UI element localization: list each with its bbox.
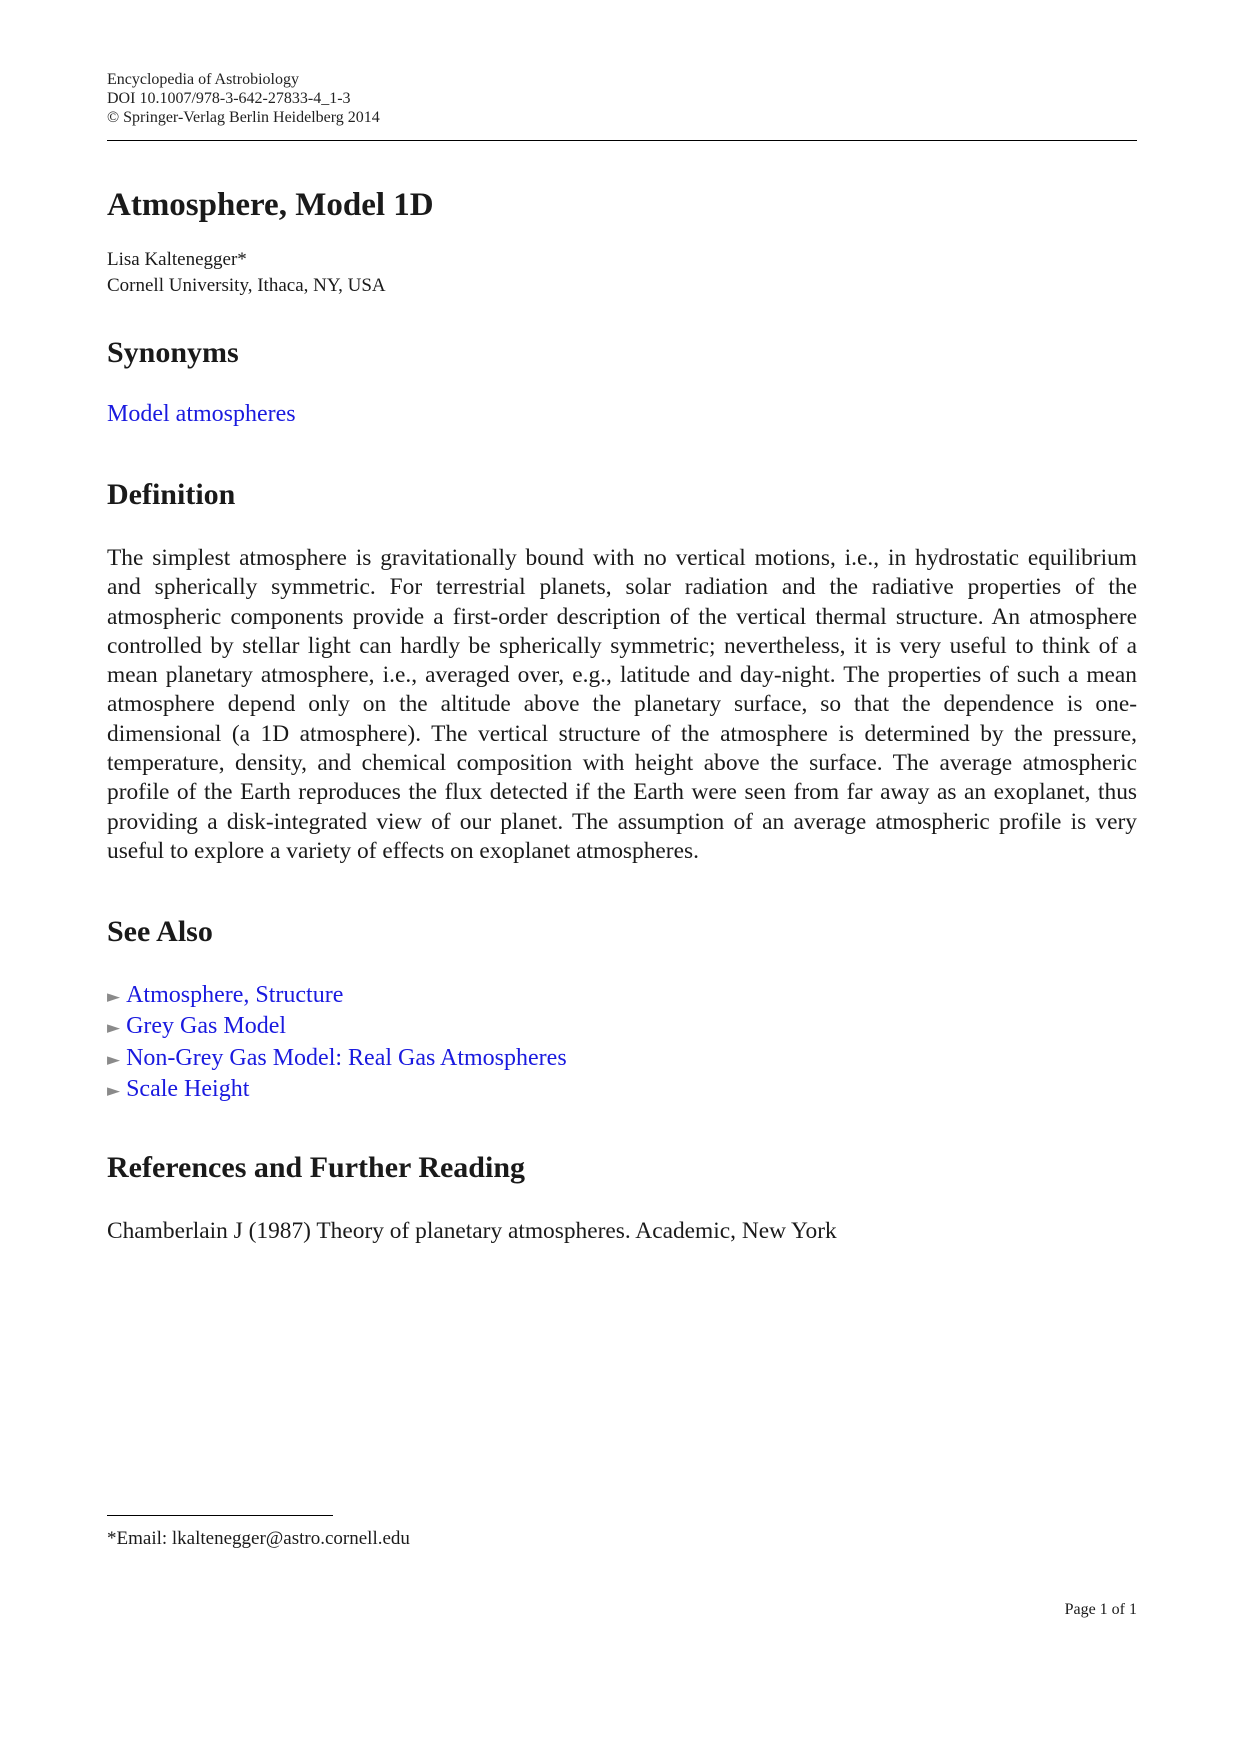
article-title: Atmosphere, Model 1D — [107, 187, 434, 223]
page-header — [107, 70, 1137, 127]
author-block — [107, 247, 386, 299]
synonyms-heading: Synonyms — [107, 336, 239, 369]
doi: DOI 10.1007/978-3-642-27833-4_1-3 — [107, 90, 351, 107]
definition-text: The simplest atmosphere is gravitationally bound with no vertical motions, i.e., in hydrostatic equilibrium and spherically symmetric. For terrestrial planets, solar radiation and the radiative properties of the atmospheric components provide a first-order description of the vertical thermal structure. An atmosphere controlled by stellar light can hardly be spherically symmetric; nevertheless, it is very useful to think of a mean planetary atmosphere, i.e., averaged over, e.g., latitude and day-night. The properties of such a mean atmosphere depend only on the altitude above the planetary surface, so that the dependence is one-dimensional (a 1D atmosphere). The vertical structure of the atmosphere is determined by the pressure, temperature, density, and chemical composition with height above the surface. The average atmospheric profile of the Earth reproduces the flux detected if the Earth were seen from far away as an exoplanet, thus providing a disk-integrated view of our planet. The assumption of an average atmospheric profile is very useful to explore a variety of effects on exoplanet atmospheres. — [107, 545, 1137, 864]
list-item — [107, 981, 567, 1012]
definition-heading: Definition — [107, 478, 236, 511]
journal-name: Encyclopedia of Astrobiology — [107, 71, 299, 88]
copyright: © Springer-Verlag Berlin Heidelberg 2014 — [107, 109, 380, 126]
arrow-right-icon: ► — [107, 1049, 121, 1070]
footnote-email: *Email: lkaltenegger@astro.cornell.edu — [107, 1528, 410, 1549]
synonym-link[interactable]: Model atmospheres — [107, 401, 296, 427]
reference-item: Chamberlain J (1987) Theory of planetary atmospheres. Academic, New York — [107, 1218, 837, 1244]
references-heading: References and Further Reading — [107, 1151, 526, 1184]
arrow-right-icon: ► — [107, 987, 121, 1007]
see-also-link-non-grey-gas-model[interactable]: Non-Grey Gas Model: Real Gas Atmospheres — [126, 1044, 567, 1071]
synonym-link-model-atmospheres[interactable] — [107, 400, 296, 428]
author-name: Lisa Kaltenegger* — [107, 249, 247, 270]
arrow-right-icon: ► — [107, 1018, 121, 1039]
page-number: Page 1 of 1 — [1064, 1601, 1137, 1618]
footnote-rule — [107, 1515, 333, 1516]
header-rule — [107, 140, 1137, 141]
see-also-link-grey-gas-model[interactable]: Grey Gas Model — [126, 1013, 287, 1040]
author-affiliation: Cornell University, Ithaca, NY, USA — [107, 275, 386, 296]
list-item — [107, 1044, 567, 1075]
list-item — [107, 1012, 567, 1043]
see-also-list — [107, 981, 567, 1106]
arrow-right-icon: ► — [107, 1080, 121, 1101]
see-also-heading: See Also — [107, 915, 213, 948]
see-also-link-scale-height[interactable]: Scale Height — [126, 1075, 250, 1102]
document-page — [107, 0, 1137, 1754]
see-also-link-atmosphere-structure[interactable]: Atmosphere, Structure — [126, 982, 344, 1008]
list-item — [107, 1075, 567, 1106]
